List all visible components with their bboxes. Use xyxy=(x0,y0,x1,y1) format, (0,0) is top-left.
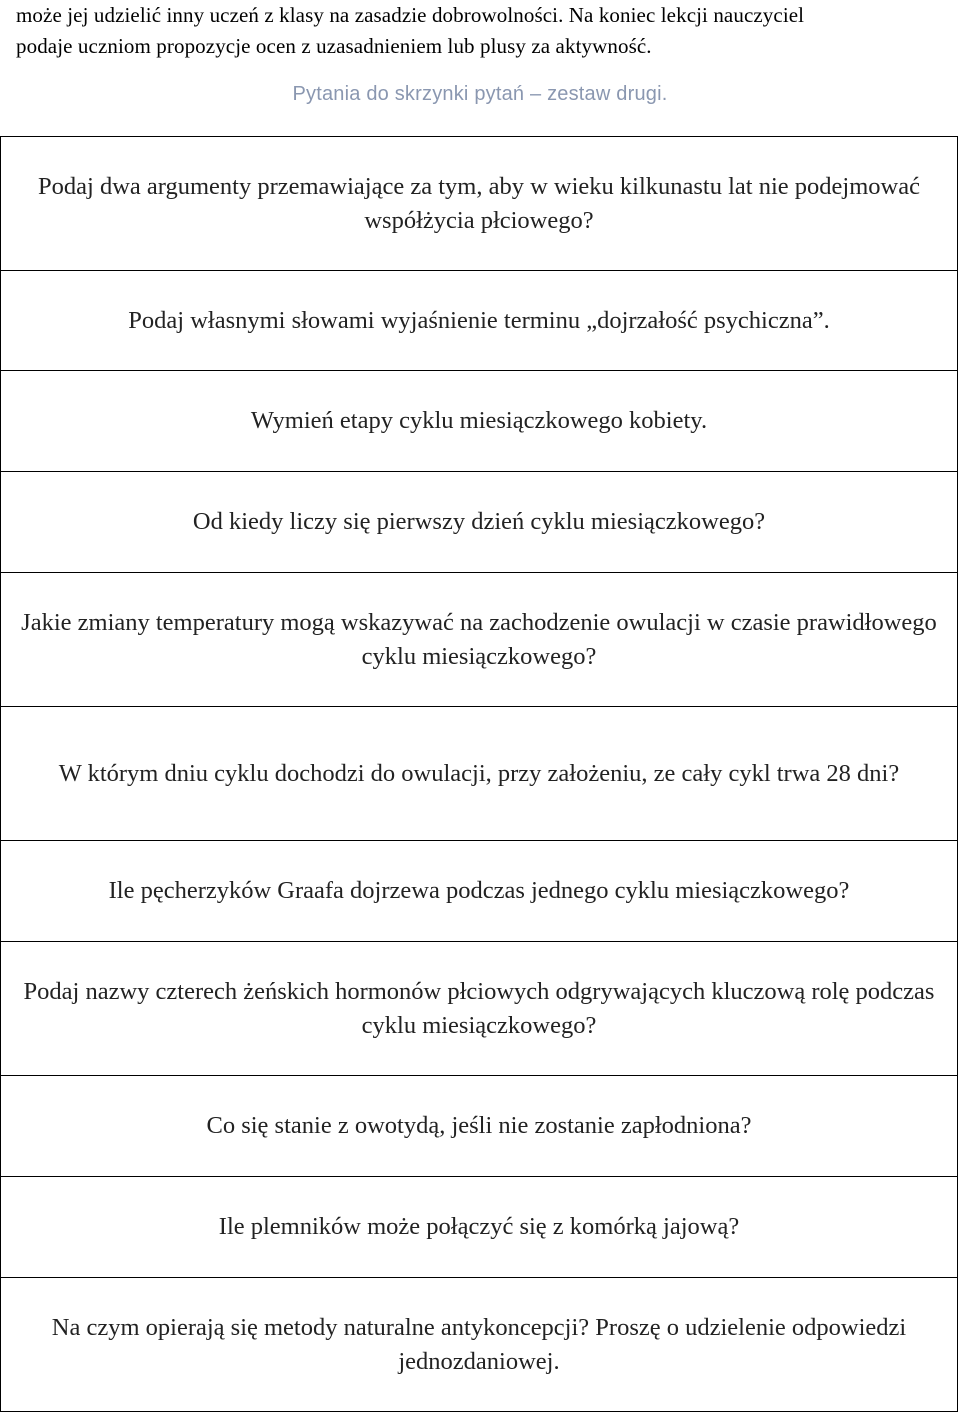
question-set-title: Pytania do skrzynki pytań – zestaw drugi. xyxy=(292,83,668,105)
questions-table xyxy=(0,136,958,1412)
question-row xyxy=(1,573,958,707)
intro-line-1: może jej udzielić inny uczeń z klasy na zasadzie dobrowolności. Na koniec lekcji nauczyciel xyxy=(16,3,805,27)
question-cell: Wymień etapy cyklu miesiączkowego kobiety. xyxy=(1,371,958,472)
question-row xyxy=(1,1076,958,1177)
question-row xyxy=(1,371,958,472)
intro-paragraph xyxy=(16,0,956,62)
question-row xyxy=(1,472,958,573)
question-row xyxy=(1,1278,958,1412)
intro-line-2: podaje uczniom propozycje ocen z uzasadnieniem lub plusy za aktywność. xyxy=(16,34,652,58)
question-cell: W którym dniu cyklu dochodzi do owulacji, przy założeniu, ze cały cykl trwa 28 dni? xyxy=(1,707,958,841)
question-cell: Podaj nazwy czterech żeńskich hormonów płciowych odgrywających kluczową rolę podczas cyklu miesiączkowego? xyxy=(1,942,958,1076)
question-cell: Podaj własnymi słowami wyjaśnienie terminu „dojrzałość psychiczna”. xyxy=(1,271,958,371)
question-row xyxy=(1,841,958,942)
question-cell: Jakie zmiany temperatury mogą wskazywać na zachodzenie owulacji w czasie prawidłowego cyklu miesiączkowego? xyxy=(1,573,958,707)
question-row xyxy=(1,271,958,371)
question-row xyxy=(1,1177,958,1278)
question-cell: Ile pęcherzyków Graafa dojrzewa podczas jednego cyklu miesiączkowego? xyxy=(1,841,958,942)
question-cell: Od kiedy liczy się pierwszy dzień cyklu miesiączkowego? xyxy=(1,472,958,573)
question-cell: Na czym opierają się metody naturalne antykoncepcji? Proszę o udzielenie odpowiedzi jednozdaniowej. xyxy=(1,1278,958,1412)
question-cell: Podaj dwa argumenty przemawiające za tym, aby w wieku kilkunastu lat nie podejmować współżycia płciowego? xyxy=(1,137,958,271)
question-cell: Ile plemników może połączyć się z komórką jajową? xyxy=(1,1177,958,1278)
question-row xyxy=(1,707,958,841)
question-cell: Co się stanie z owotydą, jeśli nie zostanie zapłodniona? xyxy=(1,1076,958,1177)
question-row xyxy=(1,942,958,1076)
question-row xyxy=(1,137,958,271)
